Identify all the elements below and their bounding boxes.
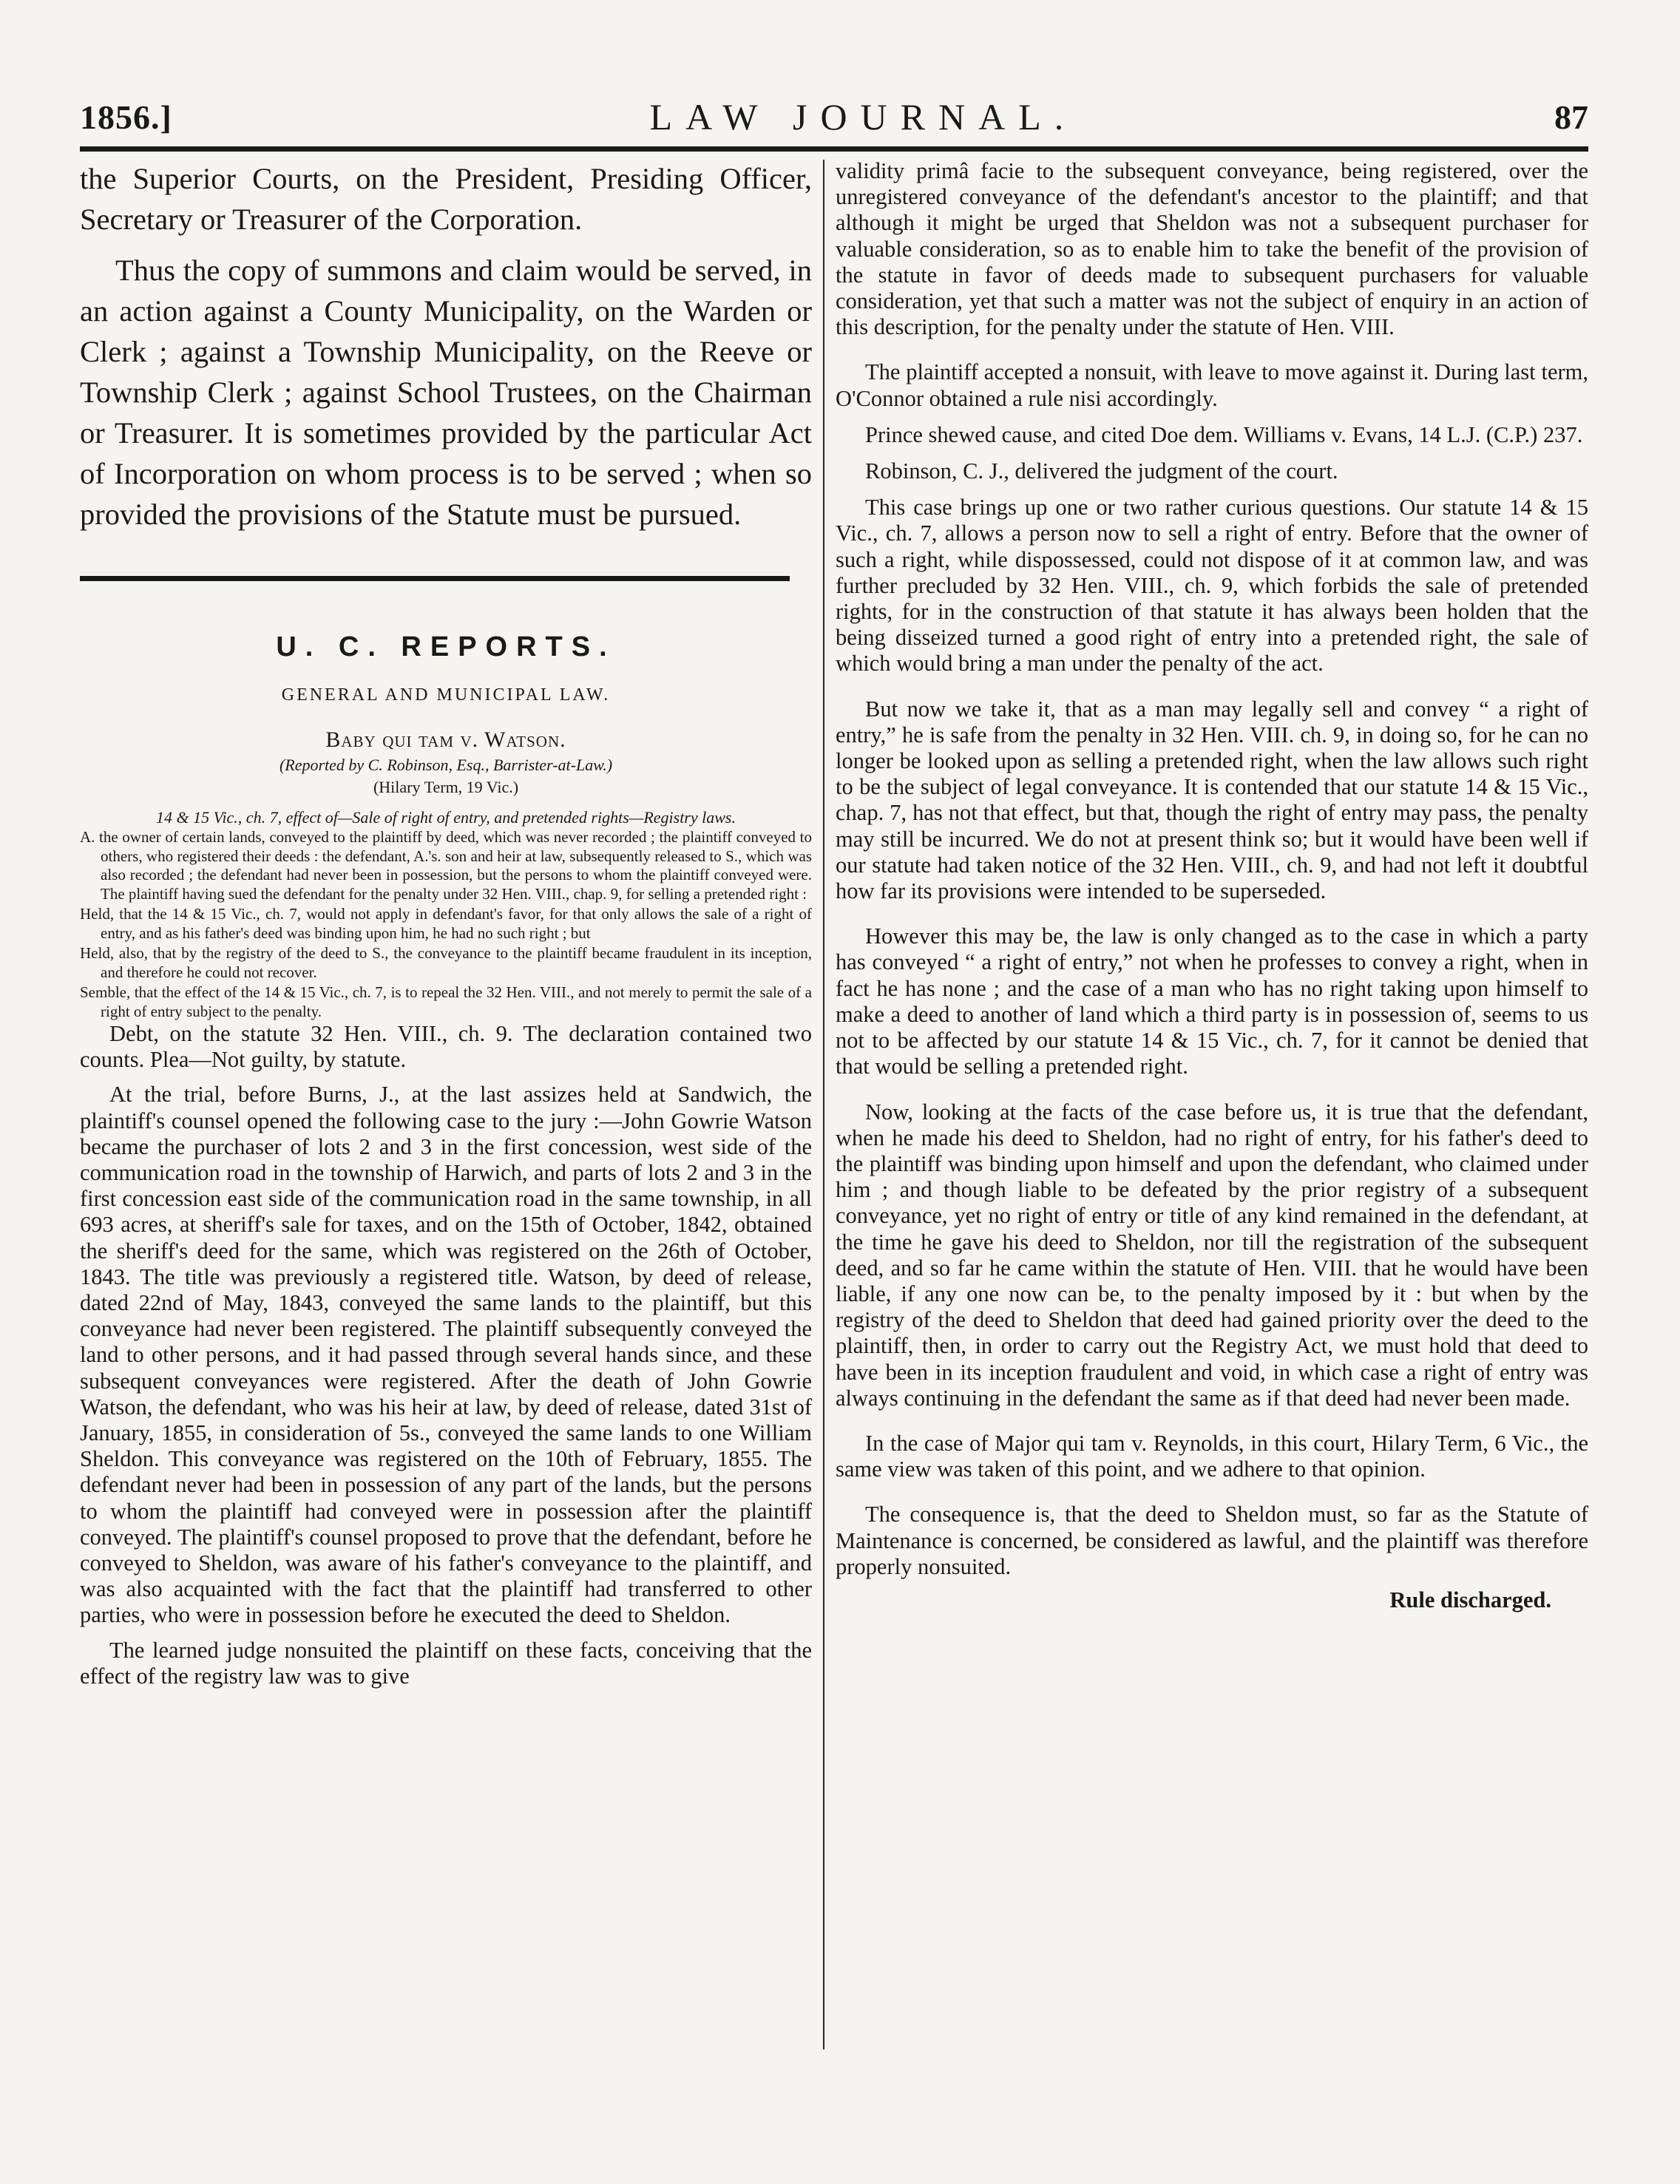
header-rule bbox=[80, 146, 1588, 152]
section-rule bbox=[80, 576, 790, 581]
case-reporter: (Reported by C. Robinson, Esq., Barrister-at-Law.) bbox=[279, 756, 613, 774]
holding-facts: A. the owner of certain lands, conveyed to the plaintiff by deed, which was never recorded ; the plaintiff conveyed to others, who registered their deeds : the defendant, A.'s. son and heir at law, subsequently released to S., which was also recorded ; the defendant had never been in possession, but the persons to whom the plaintiff conveyed were. The plaintiff having sued the defendant for the penalty under 32 Hen. VIII., chap. 9, for selling a pretended right : bbox=[80, 828, 812, 903]
body-paragraph: But now we take it, that as a man may legally sell and convey “ a right of entry,” he is safe from the penalty in 32 Hen. VIII. ch. 9, in doing so, for he can no longer be looked upon as selling a pretended right, when the law allows such right to be the subject of legal conveyance. It is contended that our statute 14 & 15 Vic., chap. 7, has not that effect, but that, though the right of entry may pass, the penalty may still be incurred. We do not at present think so; but it would have been well if our statute had taken notice of the 32 Hen. VIII., ch. 9, and had not left it doubtful how far its provisions were intended to be superseded. bbox=[836, 696, 1588, 904]
ruling-text: Rule discharged. bbox=[1389, 1587, 1551, 1612]
holding-held: Held, that the 14 & 15 Vic., ch. 7, would not apply in defendant's favor, for that only allows the sale of a right of entry, and as his father's deed was binding upon him, he had no such right ; but bbox=[80, 905, 812, 942]
body-paragraph: This case brings up one or two rather curious questions. Our statute 14 & 15 Vic., ch. 7, allows a person now to sell a right of entry. Before that the owner of such a right, while dispossessed, could not dispose of it at common law, and was further precluded by 32 Hen. VIII., ch. 9, which forbids the sale of pretended rights, for in the construction of that statute it has always been holden that the being disseized turned a good right of entry into a pretended right, the sale of which would bring a man under the penalty of the act. bbox=[836, 495, 1588, 676]
case-title: Baby qui tam v. Watson. bbox=[325, 728, 566, 752]
case-term: (Hilary Term, 19 Vic.) bbox=[373, 778, 519, 796]
holding-held-also: Held, also, that by the registry of the deed to S., the conveyance to the plaintiff became fraudulent in its inception, and therefore he could not recover. bbox=[80, 944, 812, 981]
body-paragraph: At the trial, before Burns, J., at the last assizes held at Sandwich, the plaintiff's counsel opened the following case to the jury :—John Gowrie Watson became the purchaser of lots 2 and 3 in the first concession, west side of the communication road in the township of Harwich, and parts of lots 2 and 3 in the first concession east side of the communication road in the same township, in all 693 acres, at sheriff's sale for taxes, and on the 15th of October, 1842, obtained the sheriff's deed for the same, which was registered on the 26th of October, 1843. The title was previously a registered title. Watson, by deed of release, dated 22nd of May, 1843, conveyed the same lands to the plaintiff, but this conveyance had never been registered. The plaintiff subsequently conveyed the land to other persons, and it had passed through several hands since, and these subsequent conveyances were registered. After the death of John Gowrie Watson, the defendant, who was his heir at law, by deed of release, dated 31st of January, 1855, in consideration of 5s., conveyed the same lands to one William Sheldon. This conveyance was registered on the 10th of February, 1855. The defendant never had been in possession of any part of the lands, but the persons to whom the plaintiff had conveyed were in possession after the plaintiff conveyed. The plaintiff's counsel proposed to prove that the defendant, before he conveyed to Sheldon, was aware of his father's conveyance to the plaintiff, and was also acquainted with the fact that the plaintiff had transferred to other parties, who were in possession before he executed the deed to Sheldon. bbox=[80, 1082, 812, 1628]
case-headnote: 14 & 15 Vic., ch. 7, effect of—Sale of right of entry, and pretended rights—Registry laws. bbox=[156, 808, 736, 827]
body-paragraph: validity primâ facie to the subsequent conveyance, being registered, over the unregistered conveyance of the defendant's ancestor to the plaintiff; and that although it might be urged that Sheldon was not a subsequent purchaser for valuable consideration, so as to enable him to take the benefit of the provision of the statute in favor of deeds made to subsequent purchasers for valuable consideration, yet that such a matter was not the subject of enquiry in an action of this description, for the penalty under the statute of Hen. VIII. bbox=[836, 158, 1588, 340]
body-paragraph: Prince shewed cause, and cited Doe dem. Williams v. Evans, 14 L.J. (C.P.) 237. bbox=[865, 421, 1583, 447]
body-paragraph: The learned judge nonsuited the plaintiff on these facts, conceiving that the effect of the registry law was to give bbox=[80, 1637, 812, 1689]
body-paragraph: The plaintiff accepted a nonsuit, with leave to move against it. During last term, O'Connor obtained a rule nisi accordingly. bbox=[836, 359, 1588, 411]
body-paragraph: Debt, on the statute 32 Hen. VIII., ch. 9. The declaration contained two counts. Plea—Not guilty, by statute. bbox=[80, 1021, 812, 1073]
right-column bbox=[836, 158, 1588, 1613]
column-divider bbox=[823, 160, 824, 2049]
section-title: U. C. REPORTS. bbox=[276, 631, 616, 662]
body-paragraph: In the case of Major qui tam v. Reynolds, in this court, Hilary Term, 6 Vic., the same view was taken of this point, and we adhere to that opinion. bbox=[836, 1430, 1588, 1482]
journal-title: LAW JOURNAL. bbox=[649, 96, 1077, 138]
judgment-intro: Robinson, C. J., delivered the judgment of the court. bbox=[865, 458, 1338, 484]
body-paragraph: However this may be, the law is only changed as to the case in which a party has conveyed “ a right of entry,” not when he professes to convey a right, when in fact he has none ; and the case of a man who has no right taking upon himself to make a deed to another of land which a third party is in possession of, seems to us not to be affected by our statute 14 & 15 Vic., ch. 7, for it cannot be denied that that would be selling a pretended right. bbox=[836, 923, 1588, 1079]
running-head bbox=[80, 95, 1588, 139]
section-subtitle: GENERAL AND MUNICIPAL LAW. bbox=[281, 685, 611, 705]
left-column bbox=[80, 158, 812, 1689]
holding-semble: Semble, that the effect of the 14 & 15 Vic., ch. 7, is to repeal the 32 Hen. VIII., and not merely to permit the sale of a right of entry subject to the penalty. bbox=[80, 983, 812, 1020]
intro-paragraph: the Superior Courts, on the President, Presiding Officer, Secretary or Treasurer of the Corporation. bbox=[80, 162, 812, 236]
intro-paragraph: Thus the copy of summons and claim would be served, in an action against a County Municipality, on the Warden or Clerk ; against a Township Municipality, on the Reeve or Township Clerk ; against School Trustees, on the Chairman or Treasurer. It is sometimes provided by the particular Act of Incorporation on whom process is to be served ; when so provided the provisions of the Statute must be pursued. bbox=[80, 254, 812, 531]
header-year: 1856.] bbox=[80, 98, 172, 136]
body-paragraph: The consequence is, that the deed to Sheldon must, so far as the Statute of Maintenance is concerned, be considered as lawful, and the plaintiff was therefore properly nonsuited. bbox=[836, 1502, 1588, 1579]
page-number: 87 bbox=[1554, 98, 1588, 136]
body-paragraph: Now, looking at the facts of the case before us, it is true that the defendant, when he made his deed to Sheldon, had no right of entry, for his father's deed to the plaintiff was binding upon himself and upon the defendant, who claimed under him ; and though liable to be defeated by the prior registry of a subsequent conveyance, yet no right of entry or title of any kind remained in the defendant, at the time he gave his deed to Sheldon, nor till the registration of the subsequent deed, and so far he came within the statute of Hen. VIII. that he would have been liable, if any one now can be, to the penalty imposed by it : but when by the registry of the deed to Sheldon that deed had gained priority over the deed to the plaintiff, then, in order to carry out the Registry Act, we must hold that deed to have been in its inception fraudulent and void, in which case a right of entry was always continuing in the defendant the same as if that deed had never been made. bbox=[836, 1099, 1588, 1411]
